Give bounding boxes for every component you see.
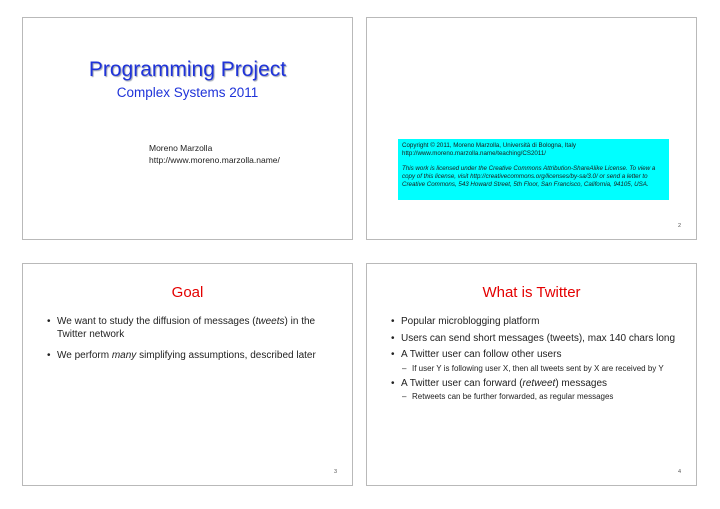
bullet-text: ) in the Twitter network	[57, 316, 316, 340]
bullet-emphasis: tweets	[255, 316, 285, 327]
sub-bullet-item: – Retweets can be further forwarded, as regular messages	[401, 392, 686, 402]
bullet-emphasis: many	[111, 350, 137, 361]
bullet-text: We perform	[57, 350, 112, 361]
page-number: 4	[677, 469, 681, 475]
copyright-line-2: http://www.moreno.marzolla.name/teaching/CS2011/	[402, 150, 546, 157]
bullet-list	[47, 316, 342, 372]
copyright-line-1: Copyright © 2011, Moreno Marzolla, Università di Bologna, Italy	[402, 142, 576, 149]
page-number: 3	[333, 469, 337, 475]
slide-title-twitter: What is Twitter	[482, 284, 581, 301]
bullet-item	[47, 316, 342, 341]
bullet-text: A Twitter user can follow other users	[401, 349, 562, 360]
bullet-list	[391, 316, 686, 406]
author-url: http://www.moreno.marzolla.name/	[149, 155, 280, 165]
bullet-text: A Twitter user can forward (	[401, 377, 523, 389]
slide-4	[366, 263, 697, 486]
presentation-title: Programming Project	[88, 58, 287, 81]
bullet-item	[391, 349, 686, 374]
bullet-item	[47, 350, 342, 363]
sub-bullet-list	[401, 392, 686, 402]
slide-3	[22, 263, 353, 486]
sub-bullet-item: – If user Y is following user X, then all tweets sent by X are received by Y	[401, 364, 686, 374]
copyright-box	[398, 139, 669, 200]
bullet-text: We want to study the diffusion of messages (	[57, 316, 256, 327]
slide-1	[22, 17, 353, 240]
page-number: 2	[677, 223, 681, 229]
license-text: This work is licensed under the Creative Commons Attribution-ShareAlike License. To view a copy of this license, visit http://creativecommons.org/licenses/by-sa/3.0/ or send a letter to Creative Commons, 543 Howard Street, 5th Floor, San Francisco, California, 94105, USA.	[402, 165, 656, 188]
presentation-subtitle: Complex Systems 2011	[116, 85, 259, 100]
bullet-item: • Users can send short messages (tweets), max 140 chars long	[391, 333, 686, 346]
slide-title-goal: Goal	[171, 284, 204, 301]
sub-bullet-list	[401, 364, 686, 374]
author-name: Moreno Marzolla	[149, 143, 213, 153]
bullet-text: simplifying assumptions, described later	[136, 350, 316, 361]
author-block	[149, 142, 280, 166]
bullet-item: • Popular microblogging platform	[391, 316, 686, 329]
bullet-item	[391, 378, 686, 403]
bullet-emphasis: retweet	[522, 377, 556, 389]
slide-2	[366, 17, 697, 240]
bullet-text: ) messages	[555, 377, 608, 389]
